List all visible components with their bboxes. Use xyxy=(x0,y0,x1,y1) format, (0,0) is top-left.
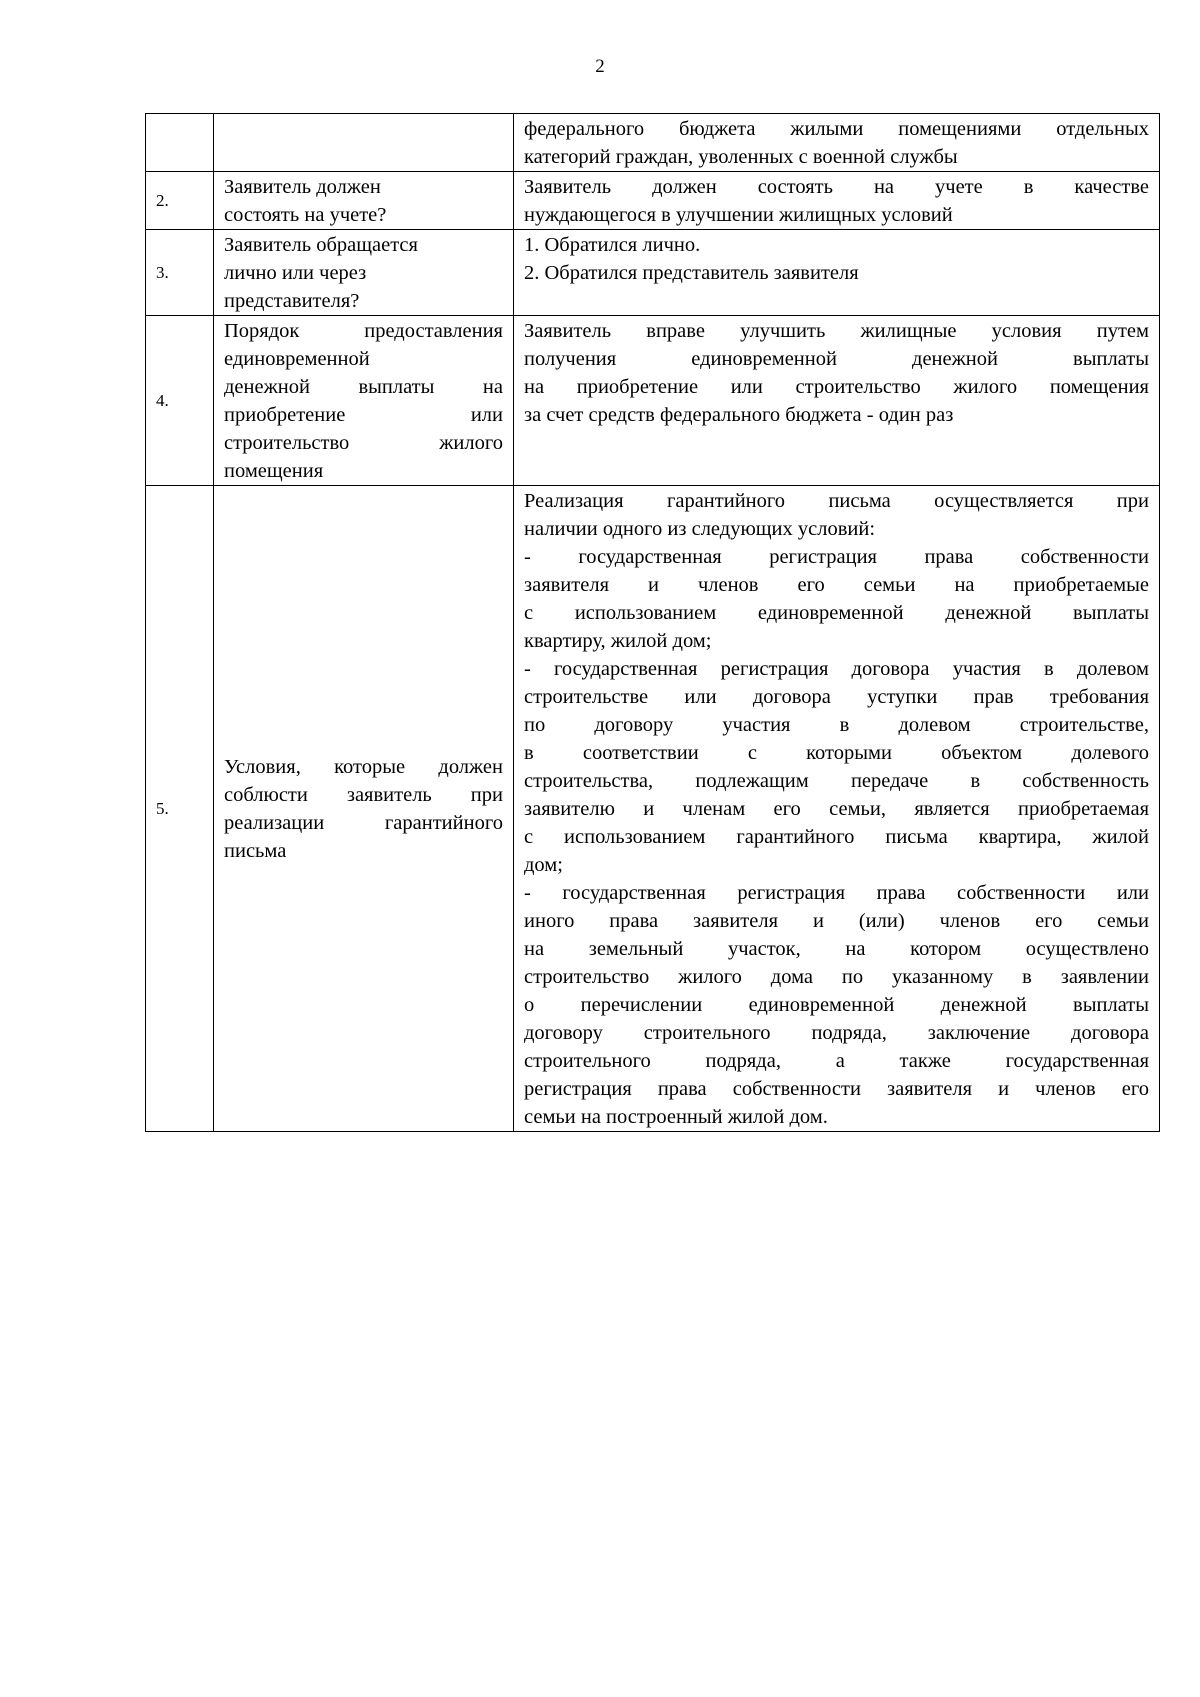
row-number: 5. xyxy=(146,486,214,1132)
question-line: денежной выплаты на xyxy=(224,376,503,398)
answer-cell xyxy=(514,486,1160,1132)
answer-cell xyxy=(514,230,1160,316)
question-line: Заявитель должен xyxy=(224,176,381,198)
row-number: 4. xyxy=(146,316,214,486)
answer-line: иного права заявителя и (или) членов его семьи xyxy=(524,910,1149,932)
question-line: строительство жилого xyxy=(224,432,503,454)
question-line: письма xyxy=(224,840,287,862)
row-number xyxy=(146,114,214,172)
question-line: Порядок предоставления xyxy=(224,320,503,342)
answer-line: нуждающегося в улучшении жилищных условий xyxy=(524,204,953,226)
row-number: 3. xyxy=(146,230,214,316)
question-line: состоять на учете? xyxy=(224,204,387,226)
answer-line: - государственная регистрация права собственности xyxy=(524,546,1149,568)
answer-line: о перечислении единовременной денежной выплаты xyxy=(524,994,1149,1016)
page-number: 2 xyxy=(595,56,605,77)
table-row xyxy=(146,316,1160,486)
answer-cell xyxy=(514,172,1160,230)
question-line: реализации гарантийного xyxy=(224,812,503,834)
answer-line: Заявитель вправе улучшить жилищные условия путем xyxy=(524,320,1149,342)
answer-line: Заявитель должен состоять на учете в качестве xyxy=(524,176,1149,198)
table-body xyxy=(146,114,1160,1132)
question-line: Условия, которые должен xyxy=(224,756,503,778)
question-line: помещения xyxy=(224,460,324,482)
answer-line: Реализация гарантийного письма осуществляется при xyxy=(524,490,1149,512)
question-line: Заявитель обращается xyxy=(224,234,418,256)
table-row xyxy=(146,230,1160,316)
question-cell xyxy=(214,230,514,316)
answer-line: на земельный участок, на котором осуществлено xyxy=(524,938,1149,960)
row-number: 2. xyxy=(146,172,214,230)
answer-line: дом; xyxy=(524,854,563,876)
question-line: приобретение или xyxy=(224,404,503,426)
question-cell xyxy=(214,114,514,172)
answer-line: 1. Обратился лично. xyxy=(524,234,701,256)
answer-line: за счет средств федерального бюджета - один раз xyxy=(524,404,954,426)
answer-line: федерального бюджета жилыми помещениями отдельных xyxy=(524,118,1149,140)
answer-line: квартиру, жилой дом; xyxy=(524,630,712,652)
answer-line: по договору участия в долевом строительстве, xyxy=(524,714,1149,736)
requirements-table xyxy=(145,113,1160,1132)
table-row xyxy=(146,114,1160,172)
answer-line: семьи на построенный жилой дом. xyxy=(524,1106,828,1128)
answer-line: заявителю и членам его семьи, является приобретаемая xyxy=(524,798,1149,820)
answer-cell xyxy=(514,114,1160,172)
answer-line: строительного подряда, а также государственная xyxy=(524,1050,1149,1072)
question-cell xyxy=(214,316,514,486)
question-line: единовременной xyxy=(224,348,370,370)
answer-line: с использованием единовременной денежной выплаты xyxy=(524,602,1149,624)
question-cell xyxy=(214,172,514,230)
answer-line: строительство жилого дома по указанному в заявлении xyxy=(524,966,1149,988)
table-row xyxy=(146,172,1160,230)
answer-line: в соответствии с которыми объектом долевого xyxy=(524,742,1149,764)
answer-line: категорий граждан, уволенных с военной службы xyxy=(524,146,958,168)
question-cell xyxy=(214,486,514,1132)
answer-cell xyxy=(514,316,1160,486)
question-line: соблюсти заявитель при xyxy=(224,784,503,806)
question-line: лично или через xyxy=(224,262,367,284)
answer-line: с использованием гарантийного письма квартира, жилой xyxy=(524,826,1149,848)
table-row xyxy=(146,486,1160,1132)
answer-line: - государственная регистрация права собственности или xyxy=(524,882,1149,904)
question-line: представителя? xyxy=(224,290,360,312)
answer-line: строительстве или договора уступки прав требования xyxy=(524,686,1149,708)
answer-line: - государственная регистрация договора участия в долевом xyxy=(524,658,1149,680)
answer-line: на приобретение или строительство жилого помещения xyxy=(524,376,1149,398)
answer-line: регистрация права собственности заявителя и членов его xyxy=(524,1078,1149,1100)
answer-line: наличии одного из следующих условий: xyxy=(524,518,876,540)
answer-line: строительства, подлежащим передаче в собственность xyxy=(524,770,1149,792)
answer-line: получения единовременной денежной выплаты xyxy=(524,348,1149,370)
answer-line: 2. Обратился представитель заявителя xyxy=(524,262,859,284)
answer-line: договору строительного подряда, заключение договора xyxy=(524,1022,1149,1044)
answer-line: заявителя и членов его семьи на приобретаемые xyxy=(524,574,1149,596)
